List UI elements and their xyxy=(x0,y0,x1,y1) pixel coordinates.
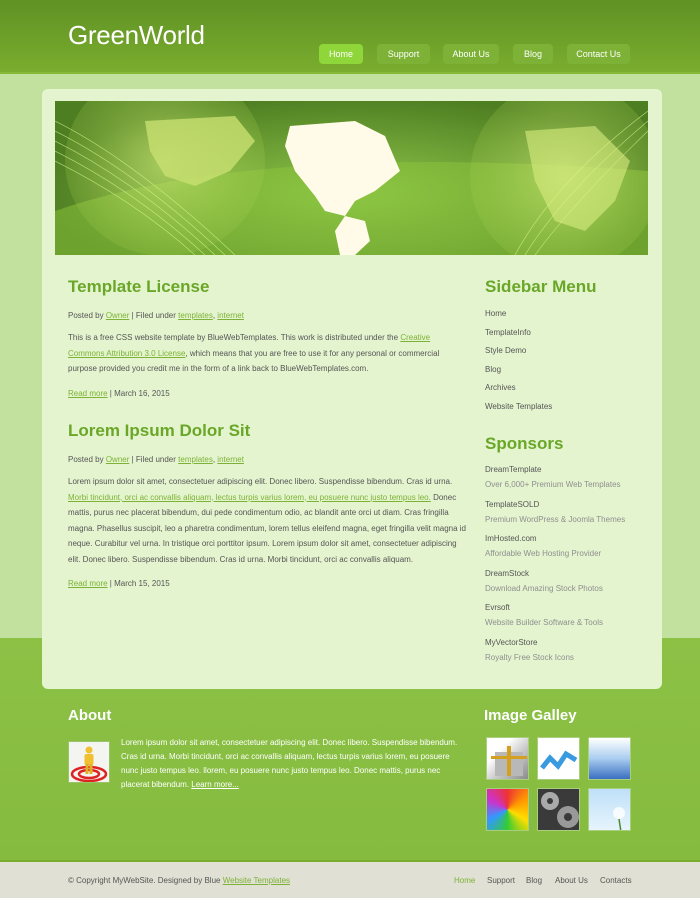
about-text xyxy=(121,736,466,792)
sidebar-item-home[interactable]: Home xyxy=(485,309,507,318)
sponsor-name[interactable]: ImHosted.com xyxy=(485,534,537,543)
meta-sep: , xyxy=(212,455,218,464)
person-target-icon xyxy=(68,741,110,783)
gallery-thumb-dandelion[interactable] xyxy=(588,788,631,831)
copyright xyxy=(68,876,290,885)
inline-link[interactable]: Morbi tincidunt, orci ac convallis aliquam, lectus turpis varius lorem, eu posuere nunc justo tempus leo. xyxy=(68,492,431,502)
post-title[interactable]: Template License xyxy=(68,277,210,296)
meta-label: | Filed under xyxy=(129,311,179,320)
post-body xyxy=(68,330,468,377)
meta-label: Posted by xyxy=(68,311,106,320)
image-gallery xyxy=(484,707,644,724)
meta-label: Posted by xyxy=(68,455,106,464)
nav-support[interactable]: Support xyxy=(377,44,430,64)
nav-contact-us[interactable]: Contact Us xyxy=(567,44,630,64)
sponsors-title: Sponsors xyxy=(485,434,564,453)
sidebar-menu-title: Sidebar Menu xyxy=(485,277,597,296)
post-text: Lorem ipsum dolor sit amet, consectetuer adipiscing elit. Donec libero. Suspendisse bibendum. Cras id urna. xyxy=(68,477,453,486)
post-body xyxy=(68,474,468,567)
gallery-thumb-gears[interactable] xyxy=(537,788,580,831)
read-more-link[interactable]: Read more xyxy=(68,388,108,398)
learn-more-link[interactable]: Learn more... xyxy=(191,780,239,789)
sidebar-item-templateinfo[interactable]: TemplateInfo xyxy=(485,327,531,337)
post-text: This is a free CSS website template by BlueWebTemplates. This work is distributed under the xyxy=(68,333,401,342)
post-date: | March 15, 2015 xyxy=(107,579,170,588)
sidebar-menu xyxy=(485,277,645,420)
website-templates-link[interactable]: Website Templates xyxy=(222,876,291,885)
tag-link[interactable]: templates xyxy=(178,311,213,320)
gallery-thumb-pencils[interactable] xyxy=(486,788,529,831)
footer-nav-about-us[interactable]: About Us xyxy=(555,876,588,885)
post-title[interactable]: Lorem Ipsum Dolor Sit xyxy=(68,421,251,440)
copyright-text: © Copyright MyWebSite. Designed by Blue xyxy=(68,876,223,885)
sponsor-desc: Royalty Free Stock Icons xyxy=(485,652,574,662)
sponsor-desc: Over 6,000+ Premium Web Templates xyxy=(485,480,621,489)
gallery-thumb-www[interactable] xyxy=(537,737,580,780)
sponsor-item[interactable] xyxy=(485,603,645,638)
sponsor-item[interactable] xyxy=(485,465,645,500)
gallery-thumb-water-glass[interactable] xyxy=(588,737,631,780)
nav-blog[interactable]: Blog xyxy=(513,44,553,64)
post-meta xyxy=(68,311,468,320)
read-more-link[interactable]: Read more xyxy=(68,579,108,588)
site-footer xyxy=(0,860,700,898)
gallery-thumb-gift-box[interactable] xyxy=(486,737,529,780)
tag-link[interactable]: internet xyxy=(217,311,244,320)
meta-label: | Filed under xyxy=(129,455,179,464)
about-body: Lorem ipsum dolor sit amet, consectetuer adipiscing elit. Donec libero. Suspendisse bibendum. Cras id urna. Morbi tincidunt, orci ac convallis aliquam, lectus turpis varius lorem, eu posuere nunc justo tempus leo. llorem, eu posuere nunc justo tempus leo. Donec mattis, purus nec placerat bibendum. xyxy=(121,738,458,789)
post-footer xyxy=(68,579,468,588)
sponsor-name[interactable]: TemplateSOLD xyxy=(485,499,540,509)
post-date: | March 16, 2015 xyxy=(107,388,170,398)
sponsor-desc: Affordable Web Hosting Provider xyxy=(485,549,602,558)
sponsor-desc: Website Builder Software & Tools xyxy=(485,618,603,627)
gallery-title: Image Galley xyxy=(484,707,577,724)
sidebar-item-archives[interactable]: Archives xyxy=(485,383,516,392)
footer-nav-home[interactable]: Home xyxy=(454,876,476,885)
sponsor-item[interactable] xyxy=(485,569,645,604)
footer-nav-support[interactable]: Support xyxy=(487,876,516,885)
sponsors xyxy=(485,434,645,672)
sidebar-item-blog[interactable]: Blog xyxy=(485,364,502,374)
tag-link[interactable]: templates xyxy=(178,455,213,464)
hero-banner-globe-image xyxy=(55,101,648,255)
sponsor-item[interactable] xyxy=(485,500,645,535)
site-logo[interactable]: GreenWorld xyxy=(68,20,205,50)
site-header xyxy=(0,0,700,74)
sponsor-name[interactable]: Evrsoft xyxy=(485,603,510,612)
footer-nav-contacts[interactable]: Contacts xyxy=(600,876,632,885)
author-link[interactable]: Owner xyxy=(105,455,130,464)
meta-sep: , xyxy=(212,311,218,320)
sponsor-item[interactable] xyxy=(485,534,645,569)
sponsor-name[interactable]: MyVectorStore xyxy=(485,637,538,647)
sidebar-item-website-templates[interactable]: Website Templates xyxy=(485,401,553,411)
sidebar-item-style-demo[interactable]: Style Demo xyxy=(485,346,527,355)
about-section xyxy=(68,707,463,789)
post-footer xyxy=(68,389,468,398)
license-link[interactable]: Creative Commons Attribution 3.0 License xyxy=(68,333,431,358)
sponsor-item[interactable] xyxy=(485,638,645,673)
post-text: Donec mattis, purus nec placerat bibendum, dui pede condimentum odio, ac blandit ante orci ut diam. Cras fringilla magna. Phasellus suscipit, leo a pharetra condimentum, lorem tellus eleifend magna, eget fringilla velit magna id neque. Curabitur vel urna. In tristique orci porttitor ipsum. Lorem ipsum dolor sit amet, consectetuer adipiscing elit. Donec libero. Suspendisse bibendum. Cras id urna. Morbi tincidunt, orci ac convallis aliquam. xyxy=(68,492,466,564)
nav-home[interactable]: Home xyxy=(319,44,363,64)
tag-link[interactable]: internet xyxy=(217,455,244,464)
sponsor-desc: Download Amazing Stock Photos xyxy=(485,583,603,593)
sponsor-name[interactable]: DreamTemplate xyxy=(485,465,542,474)
post-meta xyxy=(68,455,468,464)
about-title: About xyxy=(68,707,112,724)
author-link[interactable]: Owner xyxy=(105,311,130,320)
sponsor-desc: Premium WordPress & Joomla Themes xyxy=(485,514,626,524)
footer-nav-blog[interactable]: Blog xyxy=(526,876,543,885)
post-text: , which means that you are free to use it for any personal or commercial purpose provided you credit me in the form of a link back to BlueWebTemplates.com. xyxy=(68,348,440,373)
post-template-license xyxy=(68,277,468,398)
nav-about-us[interactable]: About Us xyxy=(443,44,499,64)
sponsor-name[interactable]: DreamStock xyxy=(485,568,530,578)
post-lorem-ipsum xyxy=(68,421,468,588)
